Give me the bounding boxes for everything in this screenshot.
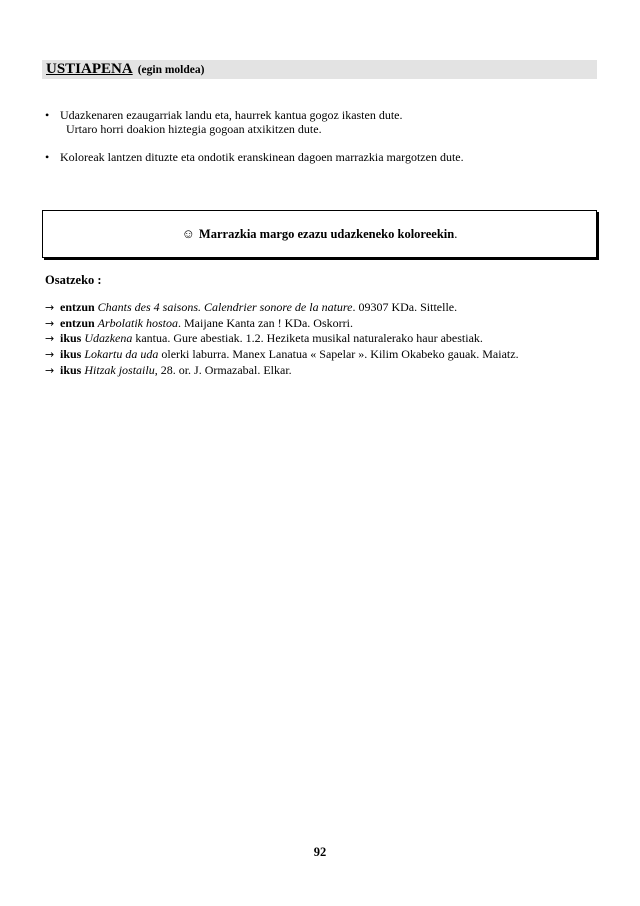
- reference-verb: entzun: [60, 315, 95, 330]
- activity-box: [42, 210, 597, 258]
- reference-item: [45, 331, 519, 347]
- reference-verb: ikus: [60, 331, 82, 346]
- bullet-icon: •: [45, 150, 50, 164]
- reference-title: Udazkena: [84, 331, 133, 346]
- bullet-icon: •: [45, 108, 50, 122]
- activity-text: Marrazkia margo ezazu udazkeneko koloreekin: [198, 226, 455, 241]
- section-header: [42, 60, 597, 79]
- reference-details: kantua. Gure abestiak. 1.2. Heziketa musikal naturalerako haur abestiak.: [132, 331, 483, 346]
- reference-details: olerki laburra. Manex Lanatua « Sapelar ». Kilim Okabeko gauak. Maiatz.: [158, 347, 519, 362]
- reference-item: [45, 300, 519, 316]
- arrow-right-icon: →: [45, 363, 55, 377]
- reference-item: [45, 347, 519, 363]
- references-list: [45, 300, 519, 379]
- arrow-right-icon: →: [45, 316, 55, 330]
- activity-end: .: [454, 226, 458, 241]
- arrow-right-icon: →: [45, 332, 55, 346]
- reference-title: Lokartu da uda: [84, 347, 159, 362]
- reference-verb: entzun: [60, 300, 95, 314]
- arrow-right-icon: →: [45, 348, 55, 362]
- reference-details: . Maijane Kanta zan ! KDa. Oskorri.: [178, 315, 353, 330]
- reference-details: . 09307 KDa. Sittelle.: [352, 300, 458, 314]
- bullet-text-continued: Urtaro horri doakion hiztegia gogoan atxikitzen dute.: [66, 122, 322, 136]
- bullet-text: Koloreak lantzen dituzte eta ondotik eranskinean dagoen marrazkia margotzen dute.: [60, 150, 464, 164]
- bullet-item-1: [45, 108, 403, 136]
- section-title: USTIAPENA: [46, 61, 133, 77]
- bullet-item-2: [45, 150, 464, 164]
- bullet-text: Udazkenaren ezaugarriak landu eta, haurrek kantua gogoz ikasten dute.: [60, 108, 403, 122]
- smiley-icon: ☺: [181, 226, 195, 241]
- section-subtitle: (egin moldea): [137, 63, 205, 76]
- page-number: 92: [313, 845, 327, 859]
- reference-verb: ikus: [60, 347, 82, 362]
- osatzeko-heading: Osatzeko :: [45, 273, 102, 287]
- reference-item: [45, 363, 519, 379]
- arrow-right-icon: →: [45, 301, 55, 314]
- reference-item: [45, 316, 519, 332]
- reference-details: , 28. or. J. Ormazabal. Elkar.: [154, 362, 292, 377]
- reference-title: Hitzak jostailu: [84, 362, 155, 377]
- reference-title: Arbolatik hostoa: [97, 315, 179, 330]
- reference-verb: ikus: [60, 362, 82, 377]
- reference-title: Chants des 4 saisons. Calendrier sonore de la nature: [97, 300, 353, 314]
